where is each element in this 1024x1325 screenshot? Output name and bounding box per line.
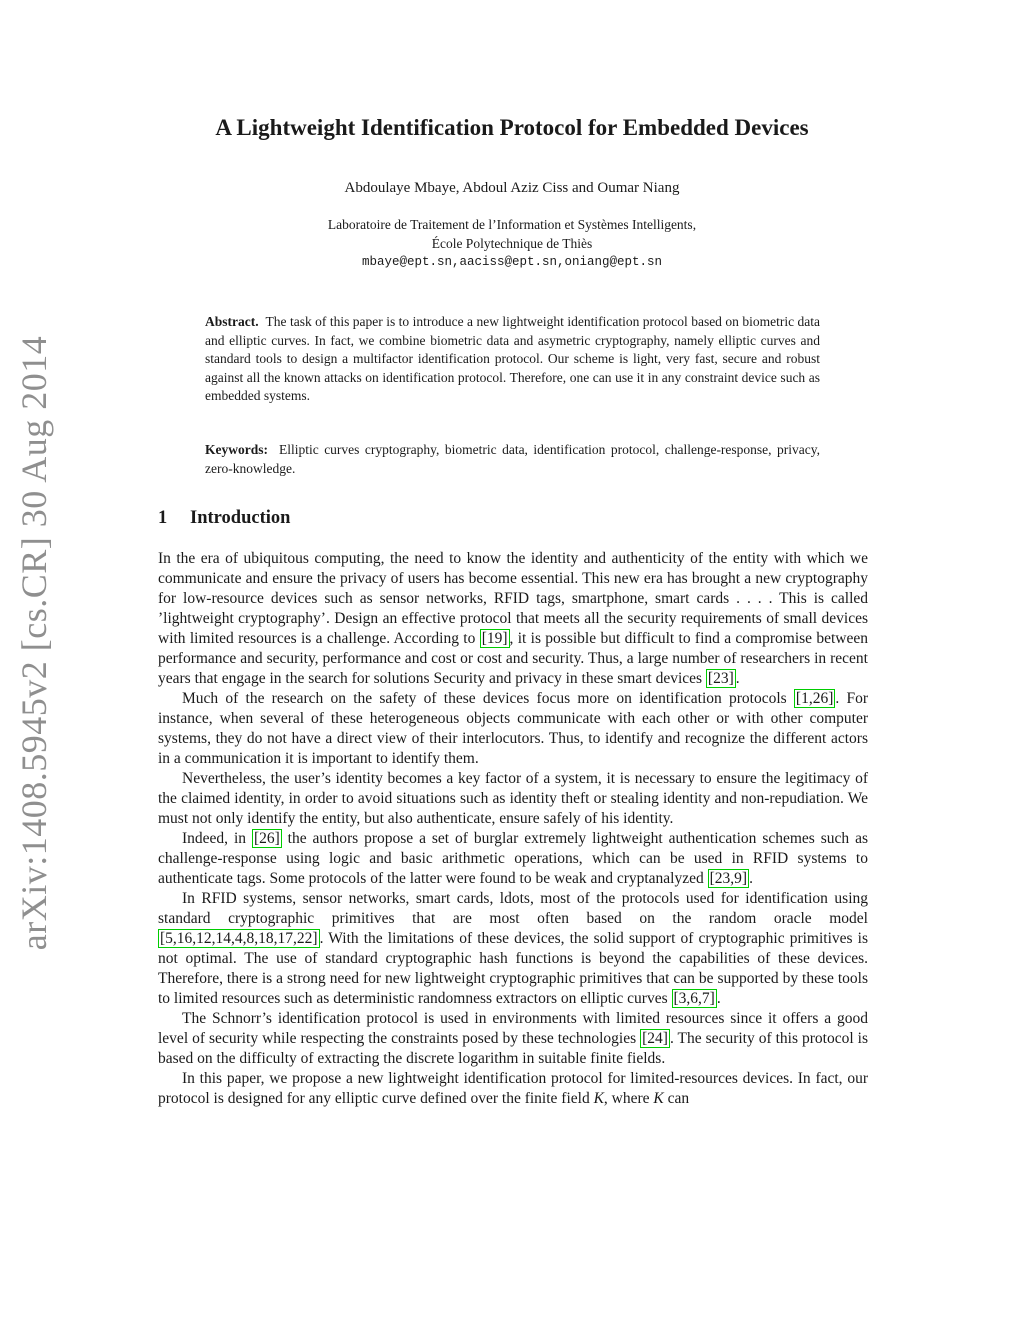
- paragraph: [158, 689, 868, 769]
- citation-link[interactable]: [24]: [642, 1030, 668, 1047]
- keywords: [205, 441, 820, 478]
- authors: Abdoulaye Mbaye, Abdoul Aziz Ciss and Oumar Niang: [344, 180, 680, 196]
- citation-link[interactable]: [23]: [707, 670, 734, 687]
- paper-title: A Lightweight Identification Protocol for Embedded Devices: [215, 115, 809, 140]
- math-variable: K: [653, 1090, 664, 1107]
- citation-link[interactable]: [5,16,12,14,4,8,18,17,22]: [160, 930, 318, 947]
- text-run: The Schnorr’s identification protocol is used in environments with limited resources since it offers a good level of security while respecting the constraints posed by these technologies: [158, 1010, 868, 1047]
- section-title: Introduction: [190, 508, 291, 528]
- paragraph: [158, 889, 868, 1009]
- arxiv-stamp: [6, 335, 62, 950]
- text-run: In the era of ubiquitous computing, the need to know the identity and authenticity of the entity with which we communicate and ensure the privacy of users has become essential. This new era has brought a new cryptography for low-resource devices such as sensor networks, RFID tags, smartphone, smart cards . . . . This is called ’lightweight cryptography’. Design an effective protocol that meets all the security requirements of small devices with limited resources is a challenge. According to: [158, 550, 868, 647]
- text-run: . For instance, when several of these heterogeneous objects communicate with each other or with other computer systems, they do not have a direct view of their interlocutors. Thus, to identify and recognize the different actors in a communication it is important to identify them.: [158, 690, 868, 767]
- citation-link[interactable]: [3,6,7]: [673, 990, 715, 1007]
- section-number: 1: [158, 508, 168, 528]
- arxiv-id: arXiv:1408.5945v2 [cs.CR] 30 Aug 2014: [14, 335, 54, 950]
- citation-link[interactable]: [1,26]: [795, 690, 834, 707]
- text-run: Indeed, in: [182, 830, 252, 847]
- text-run: Much of the research on the safety of these devices focus more on identification protocols: [182, 690, 794, 707]
- affiliation-school: École Polytechnique de Thiès: [431, 236, 593, 251]
- keywords-text: Elliptic curves cryptography, biometric data, identification protocol, challenge-response, privacy, zero-knowledge.: [205, 442, 821, 476]
- paragraph: [158, 829, 868, 889]
- text-run: , where: [603, 1090, 654, 1107]
- text-run: . The security of this protocol is based on the difficulty of extracting the discrete logarithm in suitable finite fields.: [158, 1030, 869, 1067]
- citation-link[interactable]: [26]: [253, 830, 280, 847]
- text-run: In this paper, we propose a new lightweight identification protocol for limited-resources devices. In fact, our protocol is designed for any elliptic curve defined over the finite field: [158, 1070, 868, 1107]
- text-run: . With the limitations of these devices, the solid support of cryptographic primitives is not optimal. The use of standard cryptographic hash functions is beyond the capabilities of these devices. Therefore, there is a strong need for new lightweight cryptographic primitives that can be supported by these tools to limited resources such as deterministic randomness extractors on elliptic curves: [158, 930, 868, 1007]
- affiliation-lab: Laboratoire de Traitement de l’Information et Systèmes Intelligents,: [327, 217, 697, 232]
- paragraph: [158, 769, 868, 829]
- affiliation: [150, 215, 874, 272]
- paragraph: [158, 1069, 868, 1109]
- abstract: [205, 313, 820, 406]
- paragraph: [158, 549, 868, 689]
- body-text: [158, 549, 868, 1109]
- text-run: can: [663, 1090, 690, 1107]
- text-run: Nevertheless, the user’s identity becomes a key factor of a system, it is necessary to ensure the legitimacy of the claimed identity, in order to avoid situations such as identity theft or stealing identity and non-repudiation. We must not only identify the entity, but also authenticate, ensure safely of his identity.: [158, 770, 868, 827]
- text-run: , it is possible but difficult to find a compromise between performance and security, performance and cost or cost and security. Thus, a large number of researchers in recent years that engage in the search for solutions Security and privacy in these smart devices: [158, 630, 868, 687]
- citation-link[interactable]: [23,9]: [709, 870, 748, 887]
- abstract-label: Abstract.: [205, 314, 259, 329]
- text-run: In RFID systems, sensor networks, smart cards, ldots, most of the protocols used for identification using standard cryptographic primitives that are most often based on the random oracle model: [158, 890, 868, 927]
- text-run: .: [716, 990, 721, 1007]
- abstract-text: The task of this paper is to introduce a new lightweight identification protocol based on biometric data and elliptic curves. In fact, we combine biometric data and asymetric cryptography, namely elliptic curves and standard tools to design a multifactor identification protocol. Our scheme is light, very fast, secure and robust against all the known attacks on identification protocol. Therefore, one can use it in any constraint device such as embedded systems.: [205, 314, 820, 403]
- text-run: the authors propose a set of burglar extremely lightweight authentication schemes such as challenge-response using logic and basic arithmetic operations, which can be used in RFID systems to authenticate tags. Some protocols of the latter were found to be weak and cryptanalyzed: [158, 830, 868, 887]
- paragraph: [158, 1009, 868, 1069]
- text-run: .: [735, 670, 740, 687]
- keywords-label: Keywords:: [205, 442, 268, 457]
- math-variable: K: [593, 1090, 604, 1107]
- citation-link[interactable]: [19]: [481, 630, 508, 647]
- text-run: .: [749, 870, 753, 887]
- author-emails: mbaye@ept.sn,aaciss@ept.sn,oniang@ept.sn: [361, 255, 663, 269]
- section-heading: [158, 508, 290, 529]
